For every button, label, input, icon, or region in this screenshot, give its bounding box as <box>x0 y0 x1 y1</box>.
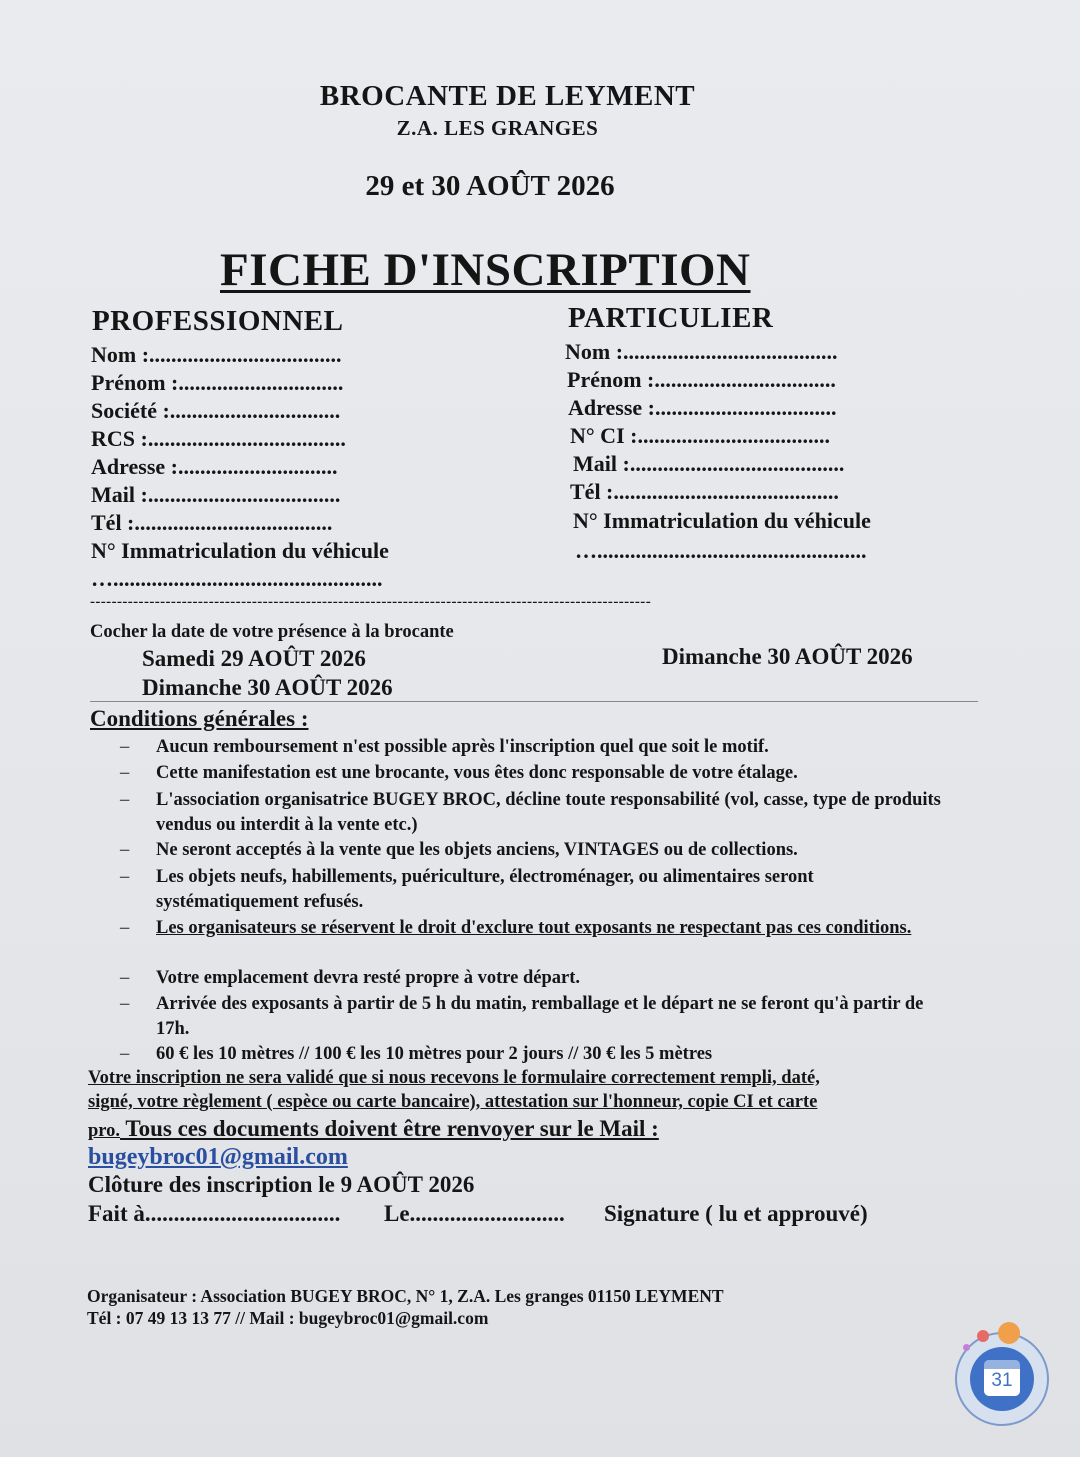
validation-line-3 <box>88 1116 659 1142</box>
presence-dimanche-right: Dimanche 30 AOÛT 2026 <box>662 644 913 669</box>
part-immatriculation-label: N° Immatriculation du véhicule <box>573 508 871 533</box>
part-nom-field: Nom :....................................... <box>565 339 838 364</box>
validation-line-1: Votre inscription ne sera validé que si nous recevons le formulaire correctement rempli, daté, <box>88 1068 820 1088</box>
condition-text: Votre emplacement devra resté propre à votre départ. <box>156 968 581 988</box>
list-dash: – <box>120 968 130 988</box>
condition-text: Cette manifestation est une brocante, vous êtes donc responsable de votre étalage. <box>156 763 798 783</box>
pro-mail-field: Mail :................................... <box>91 482 341 507</box>
signature-field: Signature ( lu et approuvé) <box>604 1201 868 1226</box>
presence-samedi: Samedi 29 AOÛT 2026 <box>142 646 366 671</box>
date-le-field: Le........................... <box>384 1201 565 1226</box>
list-dash: – <box>120 840 130 860</box>
cloture-date: Clôture des inscription le 9 AOÛT 2026 <box>88 1172 475 1197</box>
list-dash: – <box>120 763 130 783</box>
condition-text: 60 € les 10 mètres // 100 € les 10 mètres pour 2 jours // 30 € les 5 mètres <box>156 1044 713 1064</box>
list-dash: – <box>120 1044 130 1064</box>
condition-text: Ne seront acceptés à la vente que les objets anciens, VINTAGES ou de collections. <box>156 840 798 860</box>
presence-dimanche: Dimanche 30 AOÛT 2026 <box>142 675 393 700</box>
pro-adresse-field: Adresse :............................. <box>91 454 338 479</box>
conditions-title: Conditions générales : <box>90 706 309 731</box>
list-dash: – <box>120 994 130 1014</box>
part-prenom-field: Prénom :................................. <box>567 367 836 392</box>
condition-text: Arrivée des exposants à partir de 5 h du matin, remballage et le départ ne se feront qu'à partir de 17h. <box>156 994 924 1039</box>
condition-text: Aucun remboursement n'est possible après l'inscription quel que soit le motif. <box>156 737 769 757</box>
organizer-line: Organisateur : Association BUGEY BROC, N° 1, Z.A. Les granges 01150 LEYMENT <box>87 1286 724 1306</box>
pro-prenom-field: Prénom :.............................. <box>91 370 344 395</box>
red-dot <box>977 1330 989 1342</box>
pro-nom-field: Nom :................................... <box>91 342 342 367</box>
pro-immatriculation-label: N° Immatriculation du véhicule <box>91 538 389 563</box>
part-tel-field: Tél :......................................... <box>570 479 839 504</box>
horizontal-rule <box>90 701 978 702</box>
pro-immatriculation-line: …................................................. <box>91 566 383 591</box>
fait-a-field: Fait à.................................. <box>88 1201 341 1226</box>
dashed-separator: -------------------------------------------------------------------------------------------------------- <box>90 594 652 610</box>
particulier-heading: PARTICULIER <box>568 302 774 334</box>
part-immatriculation-line: …................................................. <box>575 538 867 563</box>
part-ci-field: N° CI :................................... <box>570 423 830 448</box>
list-dash: – <box>120 867 130 887</box>
validation-line-3a: pro. <box>88 1121 121 1141</box>
condition-text: Les objets neufs, habillements, puériculture, électroménager, ou alimentaires seront systématiquement refusés. <box>156 867 814 912</box>
professionnel-heading: PROFESSIONNEL <box>92 305 344 337</box>
pro-tel-field: Tél :.................................... <box>91 510 333 535</box>
contact-email-link[interactable]: bugeybroc01@gmail.com <box>88 1144 348 1170</box>
validation-line-3b: Tous ces documents doivent être renvoyer sur le Mail : <box>120 1116 659 1141</box>
organizer-contact: Tél : 07 49 13 13 77 // Mail : bugeybroc01@gmail.com <box>87 1308 489 1328</box>
calendar-day: 31 <box>991 1370 1013 1391</box>
form-title: FICHE D'INSCRIPTION <box>220 244 751 296</box>
event-dates: 29 et 30 AOÛT 2026 <box>365 170 615 202</box>
condition-text: L'association organisatrice BUGEY BROC, décline toute responsabilité (vol, casse, type de produits vendus ou interdit à la vente etc.) <box>156 790 941 835</box>
presence-label: Cocher la date de votre présence à la brocante <box>90 622 454 642</box>
validation-line-2: signé, votre règlement ( espèce ou carte bancaire), attestation sur l'honneur, copie CI et carte <box>88 1092 818 1112</box>
calendar-icon-header <box>984 1360 1020 1369</box>
pro-societe-field: Société :............................... <box>91 398 341 423</box>
orange-dot <box>998 1322 1020 1344</box>
list-dash: – <box>120 737 130 757</box>
calendar-badge[interactable] <box>955 1322 1055 1427</box>
list-dash: – <box>120 918 130 938</box>
list-dash: – <box>120 790 130 810</box>
event-location: Z.A. LES GRANGES <box>396 116 599 140</box>
pro-rcs-field: RCS :.................................... <box>91 426 346 451</box>
event-name: BROCANTE DE LEYMENT <box>319 80 696 112</box>
part-adresse-field: Adresse :................................. <box>568 395 837 420</box>
purple-dot <box>963 1344 970 1351</box>
condition-text: Les organisateurs se réservent le droit d'exclure tout exposants ne respectant pas ces conditions. <box>156 918 912 938</box>
part-mail-field: Mail :....................................... <box>573 451 845 476</box>
